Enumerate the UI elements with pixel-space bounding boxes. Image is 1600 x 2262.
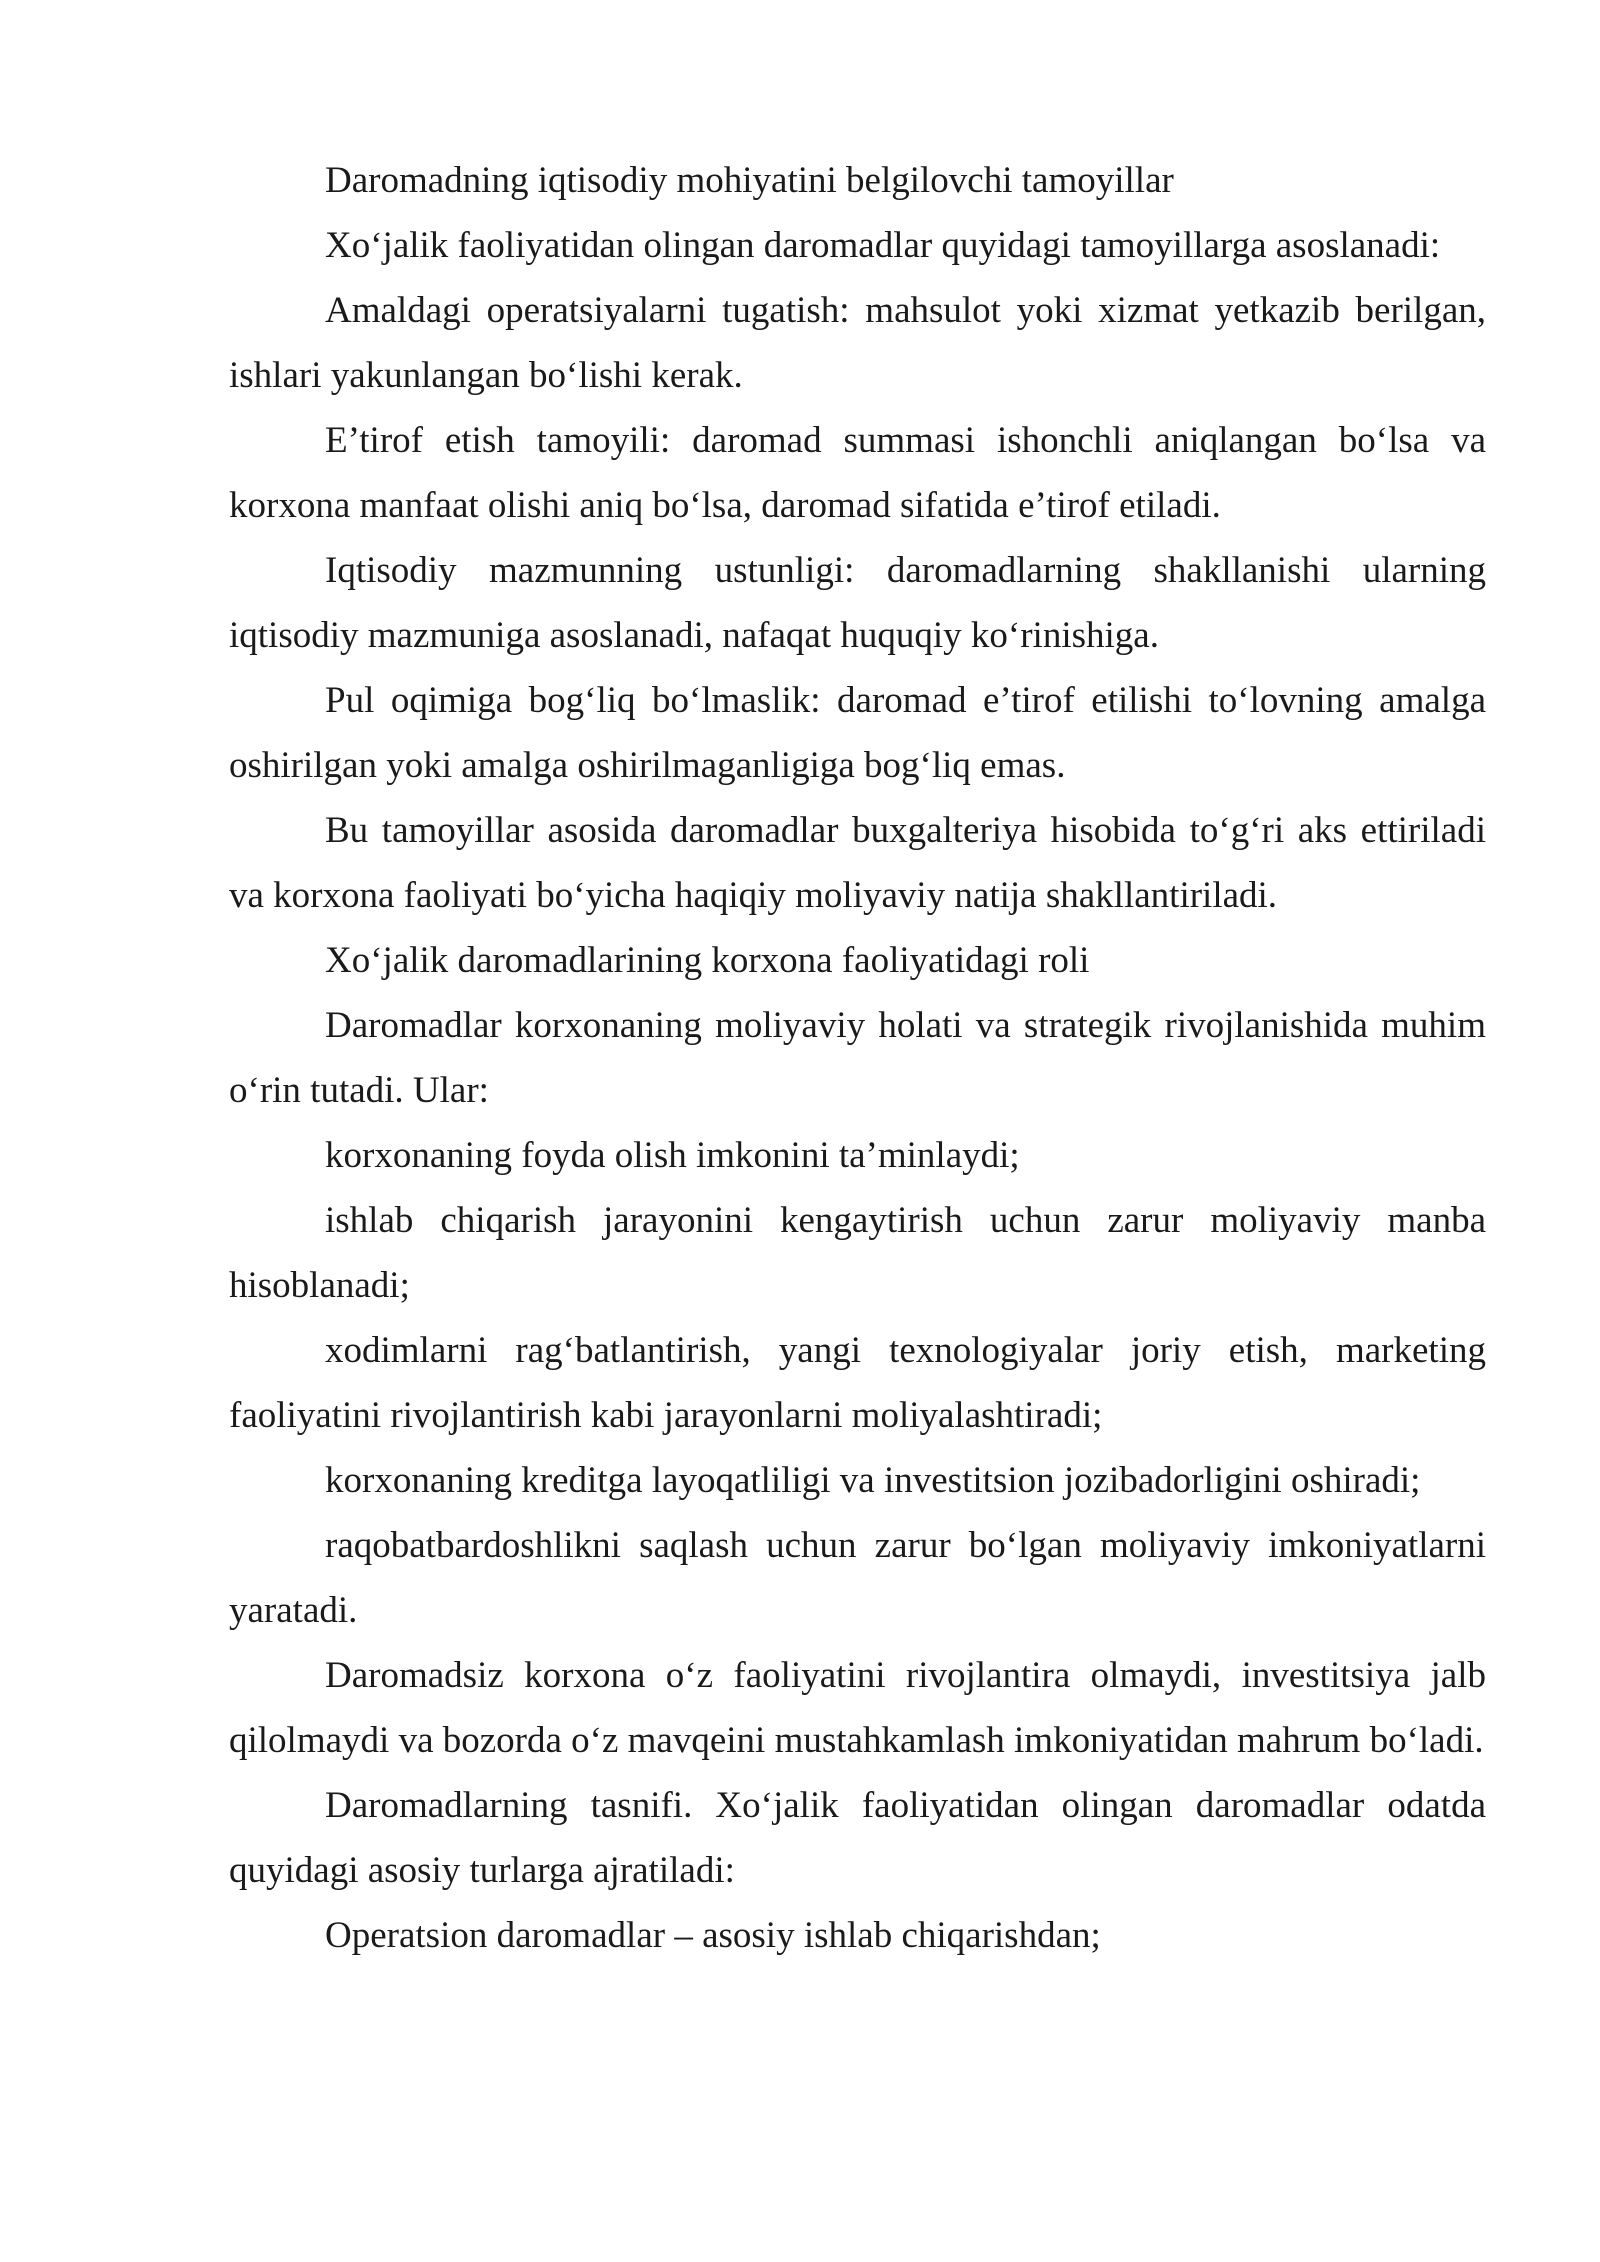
list-item-competitiveness: raqobatbardoshlikni saqlash uchun zarur bo‘lgan moliyaviy imkoniyatlarni yaratadi.: [229, 1525, 1486, 1631]
paragraph-principles-summary: Bu tamoyillar asosida daromadlar buxgalteriya hisobida to‘g‘ri aks ettiriladi va korxona faoliyati bo‘yicha haqiqiy moliyaviy natija shakllantiriladi.: [229, 810, 1486, 916]
list-item-processes-financing: xodimlarni rag‘batlantirish, yangi texnologiyalar joriy etish, marketing faoliyatini rivojlantirish kabi jarayonlarni moliyalashtiradi;: [229, 1330, 1486, 1436]
paragraph-operational-income: Operatsion daromadlar – asosiy ishlab chiqarishdan;: [325, 1915, 1101, 1956]
paragraph-principle-completion: Amaldagi operatsiyalarni tugatish: mahsulot yoki xizmat yetkazib berilgan, ishlari yakunlangan bo‘lishi kerak.: [229, 290, 1486, 396]
list-item-creditworthiness: korxonaning kreditga layoqatliligi va investitsion jozibadorligini oshiradi;: [325, 1460, 1421, 1501]
paragraph-principle-cashflow: Pul oqimiga bog‘liq bo‘lmaslik: daromad e’tirof etilishi to‘lovning amalga oshirilgan yoki amalga oshirilmaganligiga bog‘liq emas.: [229, 680, 1486, 786]
paragraph-section-heading-role: Xo‘jalik daromadlarining korxona faoliyatidagi roli: [325, 940, 1090, 981]
paragraph-without-income: Daromadsiz korxona o‘z faoliyatini rivojlantira olmaydi, investitsiya jalb qilolmaydi va bozorda o‘z mavqeini mustahkamlash imkoniyatidan mahrum bo‘ladi.: [229, 1655, 1486, 1761]
paragraph-role-intro: Daromadlar korxonaning moliyaviy holati va strategik rivojlanishida muhim o‘rin tutadi. Ular:: [229, 1005, 1486, 1111]
paragraph-classification: Daromadlarning tasnifi. Xo‘jalik faoliyatidan olingan daromadlar odatda quyidagi asosiy turlarga ajratiladi:: [229, 1785, 1486, 1891]
list-item-profit: korxonaning foyda olish imkonini ta’minlaydi;: [325, 1135, 1020, 1176]
paragraph-principles-intro: Xo‘jalik faoliyatidan olingan daromadlar quyidagi tamoyillarga asoslanadi:: [325, 225, 1441, 266]
paragraph-section-heading-principles: Daromadning iqtisodiy mohiyatini belgilovchi tamoyillar: [325, 160, 1174, 201]
paragraph-principle-recognition: E’tirof etish tamoyili: daromad summasi ishonchli aniqlangan bo‘lsa va korxona manfaat olishi aniq bo‘lsa, daromad sifatida e’tirof etiladi.: [229, 420, 1486, 526]
paragraph-principle-substance: Iqtisodiy mazmunning ustunligi: daromadlarning shakllanishi ularning iqtisodiy mazmuniga asoslanadi, nafaqat huquqiy ko‘rinishiga.: [229, 550, 1486, 656]
list-item-financing-source: ishlab chiqarish jarayonini kengaytirish uchun zarur moliyaviy manba hisoblanadi;: [229, 1200, 1486, 1306]
document-body: [229, 148, 1486, 1968]
